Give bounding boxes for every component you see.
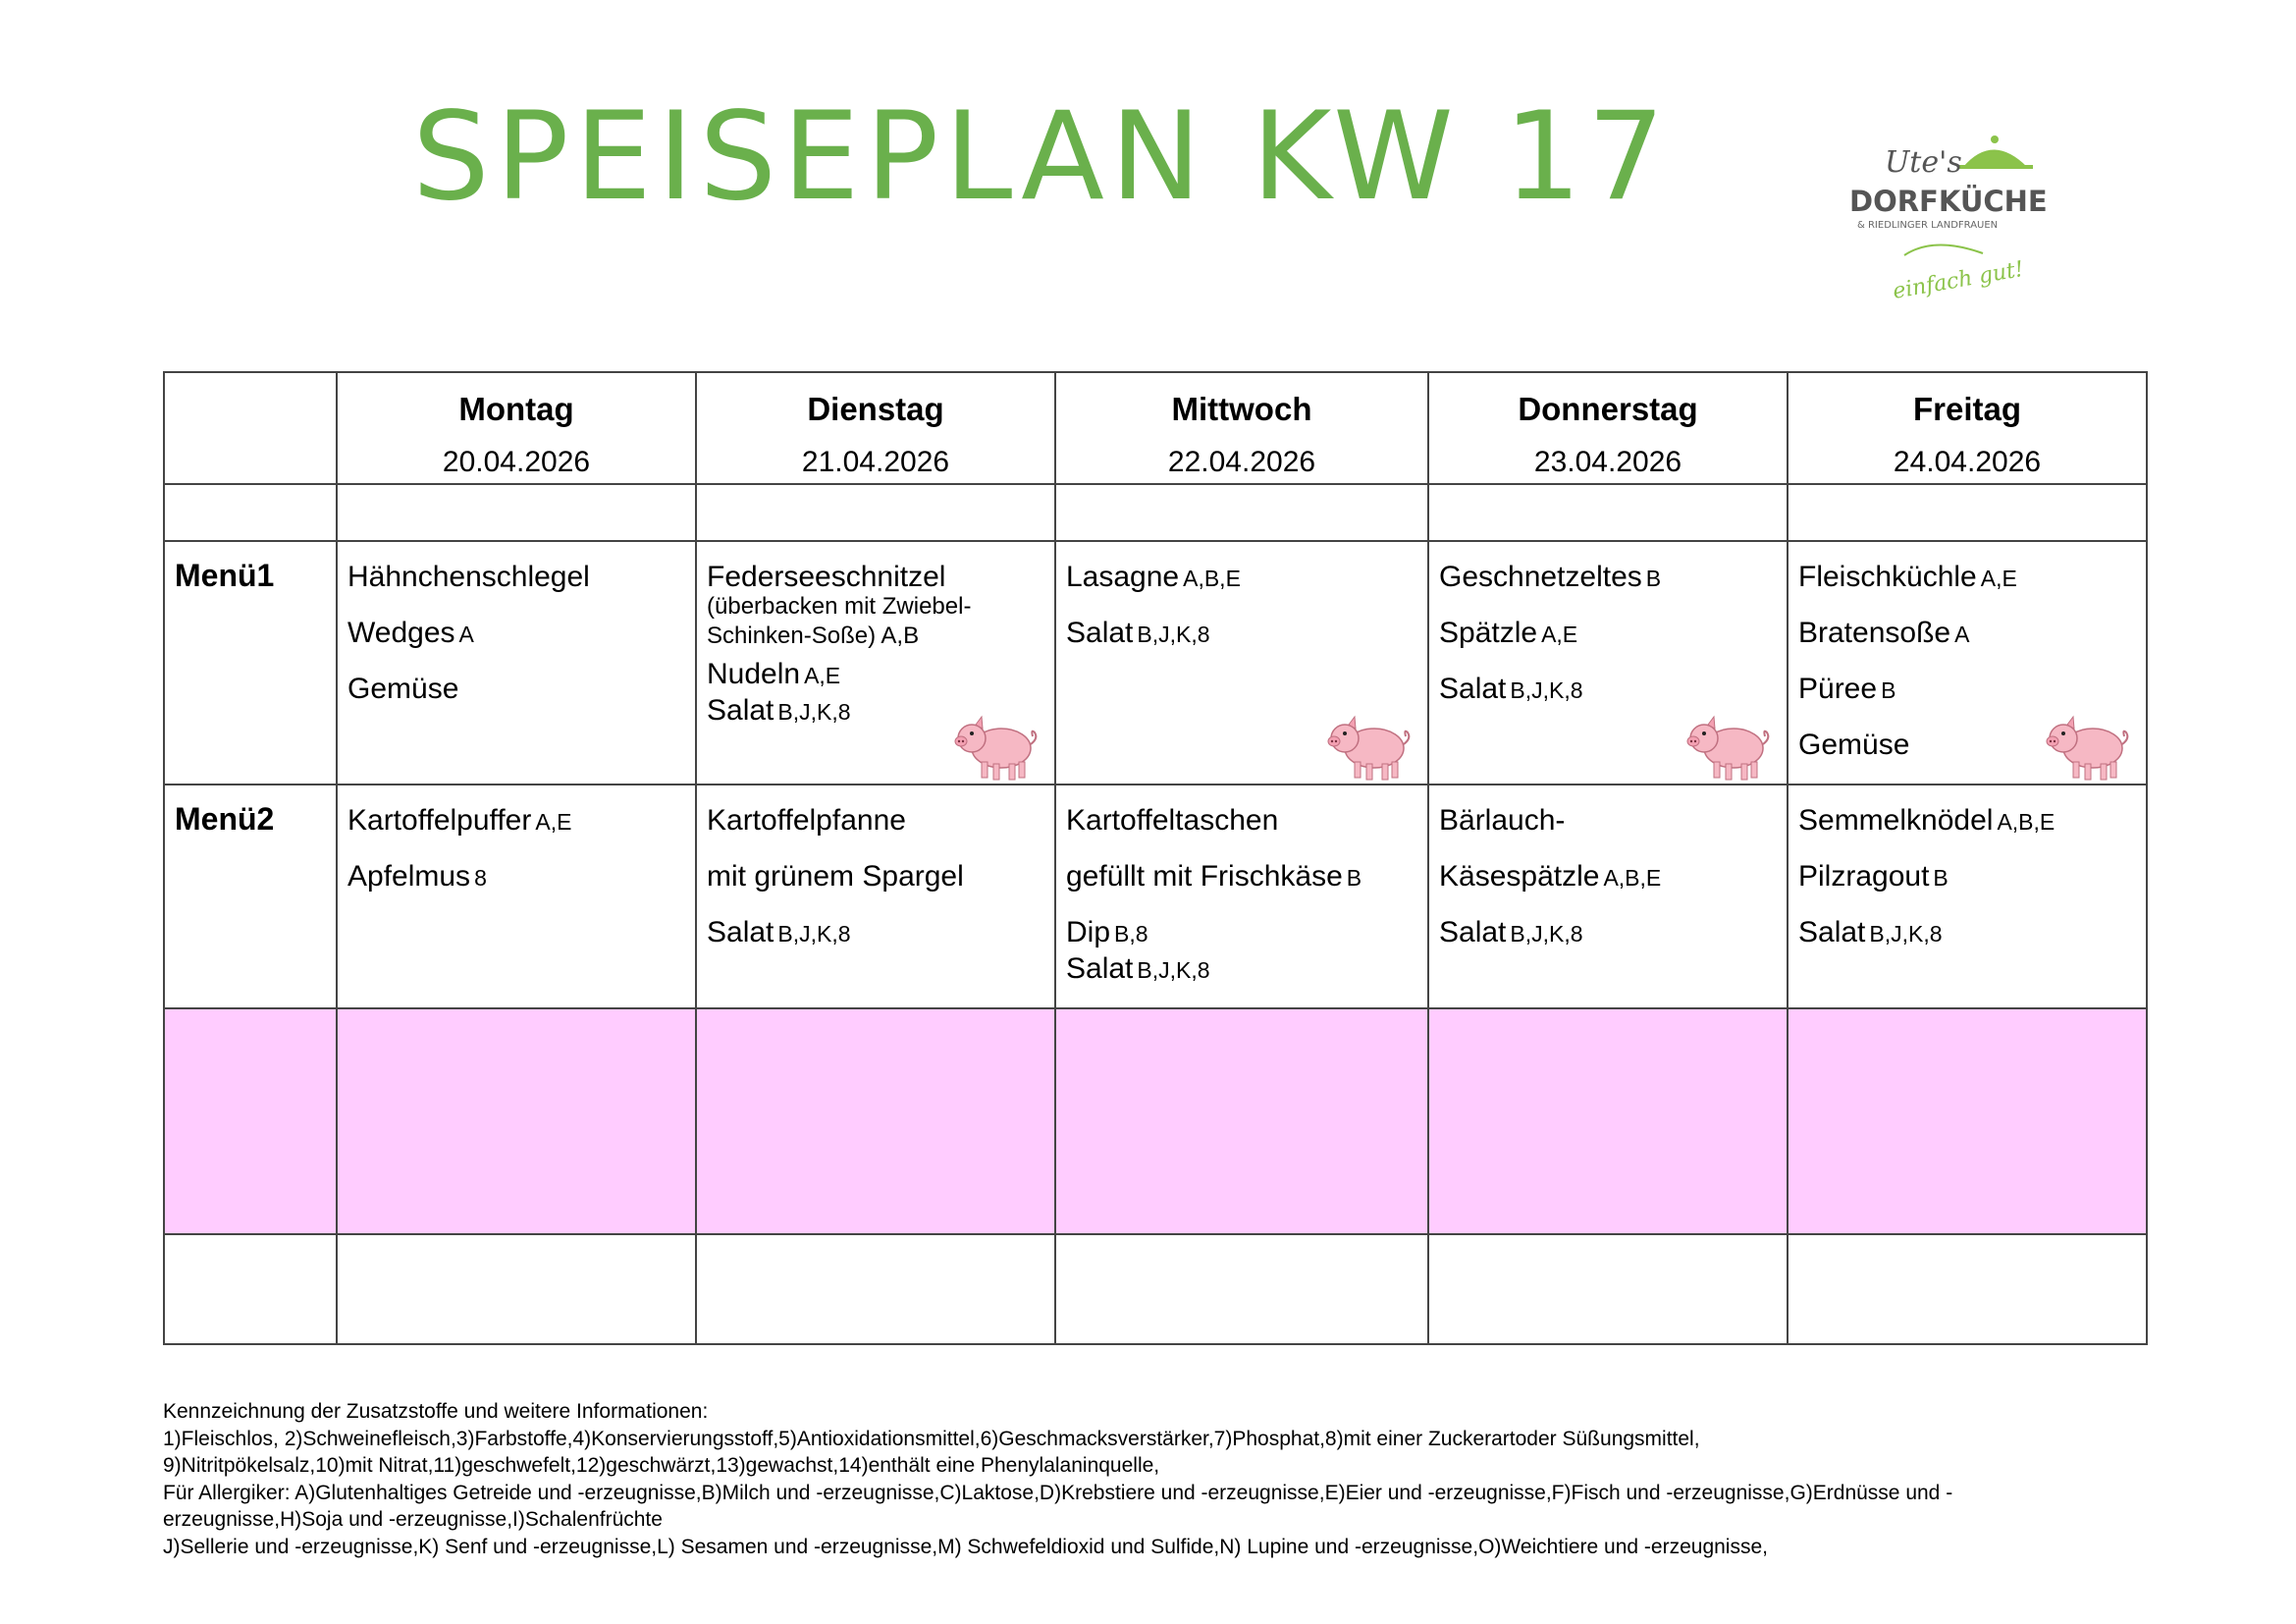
dish-name: Salat — [707, 916, 774, 948]
empty-row — [164, 484, 2147, 541]
dish-name: Salat — [1439, 673, 1507, 705]
dish-name: Hähnchenschlegel — [347, 561, 590, 593]
allergen-codes: A — [458, 622, 474, 647]
corner-cell — [164, 372, 337, 484]
row-label-cell — [164, 541, 337, 785]
dish-name: Wedges — [347, 617, 455, 649]
dish-line — [1439, 672, 1787, 708]
day-header-cell — [696, 372, 1055, 484]
logo-sub-text: & RIEDLINGER LANDFRAUEN — [1857, 220, 1999, 231]
dish-line — [347, 672, 695, 708]
meal-cell — [1429, 785, 1787, 1007]
allergen-codes: B,J,K,8 — [1510, 677, 1583, 703]
dish-name: Salat — [1066, 952, 1134, 985]
allergen-codes: B,J,K,8 — [1510, 921, 1583, 947]
footer-line: 1)Fleischlos, 2)Schweinefleisch,3)Farbstoffe,4)Konservierungsstoff,5)Antioxidationsmittel,6)Geschmacksverstärker,7)Phosphat,8)mit einer Zuckerartoder Süßungsmittel, — [163, 1427, 1700, 1450]
allergen-codes: B — [1346, 865, 1362, 891]
dish-line — [707, 803, 1054, 839]
dish-line — [1066, 859, 1427, 895]
dish-name: Gemüse — [347, 673, 459, 705]
allergen-codes: A,B,E — [1997, 809, 2056, 835]
allergen-codes: A,E — [804, 663, 841, 688]
allergen-codes: A,E — [1980, 566, 2017, 591]
dish-name: Spätzle — [1439, 617, 1538, 649]
dish-line — [1439, 859, 1787, 895]
day-name: Donnerstag — [1518, 391, 1698, 427]
dish-name: Nudeln — [707, 658, 801, 690]
allergen-codes: B,J,K,8 — [1137, 957, 1210, 983]
menu2-label: Menü2 — [175, 801, 275, 837]
pig-icon — [1325, 709, 1414, 784]
allergen-codes: A,B,E — [1183, 566, 1241, 591]
day-header-cell — [1788, 372, 2147, 484]
allergen-codes: B,J,K,8 — [1869, 921, 1943, 947]
pig-icon — [952, 709, 1041, 784]
menu1-label: Menü1 — [175, 558, 275, 593]
footer-line: J)Sellerie und -erzeugnisse,K) Senf und -erzeugnisse,L) Sesamen und -erzeugnisse,M) Schwefeldioxid und Sulfide,N) Lupine und -erzeugnisse,O)Weichtiere und -erzeugnisse, — [163, 1535, 1768, 1558]
dish-line — [1439, 560, 1787, 596]
row-label-cell — [164, 785, 337, 1008]
cloche-icon — [1963, 150, 2027, 168]
meal-cell — [1056, 542, 1427, 784]
dish-line — [347, 616, 695, 652]
empty-row — [164, 1234, 2147, 1344]
allergen-codes: B — [1645, 566, 1662, 591]
dish-line — [1798, 915, 2146, 951]
day-header-cell — [1428, 372, 1788, 484]
dish-name: Geschnetzeltes — [1439, 561, 1642, 593]
highlight-row — [164, 1008, 2147, 1234]
menu1-row — [164, 541, 2147, 785]
day-date: 20.04.2026 — [442, 446, 591, 478]
dish-name: Salat — [1439, 916, 1507, 948]
day-name: Dienstag — [807, 391, 944, 427]
dish-name: Fleischküchle — [1798, 561, 1977, 593]
dish-name: Semmelknödel — [1798, 804, 1994, 837]
dish-name: Kartoffelpuffer — [347, 804, 532, 837]
dish-name: Kartoffelpfanne — [707, 804, 906, 837]
allergen-codes: A,E — [535, 809, 572, 835]
dish-line — [1066, 915, 1427, 951]
menu-table — [163, 371, 2148, 1345]
footer-line: Kennzeichnung der Zusatzstoffe und weitere Informationen: — [163, 1400, 709, 1423]
dish-line — [707, 859, 1054, 895]
meal-cell — [697, 785, 1054, 1007]
menu2-row — [164, 785, 2147, 1008]
dish-name: Salat — [1798, 916, 1866, 948]
dish-line — [1439, 915, 1787, 951]
day-date: 24.04.2026 — [1893, 446, 2042, 478]
dish-name: Kartoffeltaschen — [1066, 804, 1279, 837]
day-name: Mittwoch — [1171, 391, 1312, 427]
dish-line — [707, 657, 1054, 693]
dish-line — [1066, 560, 1427, 596]
day-date: 23.04.2026 — [1533, 446, 1682, 478]
dish-name: gefüllt mit Frischkäse — [1066, 860, 1343, 893]
allergen-codes: B,J,K,8 — [777, 921, 851, 947]
footer-line: erzeugnisse,H)Soja und -erzeugnisse,I)Schalenfrüchte — [163, 1508, 663, 1531]
pig-icon — [1684, 709, 1773, 784]
dish-name: Pilzragout — [1798, 860, 1930, 893]
allergen-codes: 8 — [474, 865, 487, 891]
dorfkueche-logo — [1845, 128, 2061, 324]
meal-cell — [338, 785, 695, 1007]
header-row — [164, 372, 2147, 484]
dish-name: Püree — [1798, 673, 1878, 705]
allergen-codes: B — [1933, 865, 1949, 891]
dish-name: Salat — [1066, 617, 1134, 649]
page-title: SPEISEPLAN KW 17 — [412, 86, 1671, 228]
dish-name: Apfelmus — [347, 860, 471, 893]
allergen-footer — [163, 1398, 2156, 1560]
dish-line — [1439, 803, 1787, 839]
logo-tagline-text: einfach gut! — [1891, 256, 2026, 304]
dish-line — [1066, 951, 1427, 988]
footer-line: 9)Nitritpökelsalz,10)mit Nitrat,11)geschwefelt,12)geschwärzt,13)gewachst,14)enthält eine Phenylalaninquelle, — [163, 1454, 1160, 1477]
meal-cell — [1789, 542, 2146, 784]
dish-name: Federseeschnitzel — [707, 561, 946, 593]
dish-line — [1439, 616, 1787, 652]
meal-cell — [1789, 785, 2146, 1007]
pig-icon — [2044, 709, 2132, 784]
dish-line — [1066, 616, 1427, 652]
dish-line — [707, 560, 1054, 596]
day-date: 22.04.2026 — [1167, 446, 1316, 478]
allergen-codes: B,J,K,8 — [1137, 622, 1210, 647]
allergen-codes: B,J,K,8 — [777, 699, 851, 725]
dish-name: Dip — [1066, 916, 1111, 948]
dish-line — [1798, 616, 2146, 652]
meal-cell — [697, 542, 1054, 784]
dish-line — [1798, 803, 2146, 839]
dish-name: Lasagne — [1066, 561, 1180, 593]
footer-line: Für Allergiker: A)Glutenhaltiges Getreide und -erzeugnisse,B)Milch und -erzeugnisse,C)Laktose,D)Krebstiere und -erzeugnisse,E)Eier und -erzeugnisse,F)Fisch und -erzeugnisse,G)Erdnüsse und - — [163, 1481, 1953, 1504]
day-date: 21.04.2026 — [801, 446, 950, 478]
meal-cell — [1429, 542, 1787, 784]
dish-line — [347, 560, 695, 596]
dish-name: Gemüse — [1798, 729, 1910, 761]
dish-name: Käsespätzle — [1439, 860, 1600, 893]
dish-line — [1798, 672, 2146, 708]
day-header-cell — [1055, 372, 1428, 484]
dish-name: mit grünem Spargel — [707, 860, 964, 893]
logo-top-text: Ute's — [1885, 145, 1962, 180]
dish-note: (überbacken mit Zwiebel-Schinken-Soße) A,B — [707, 593, 972, 649]
day-name: Montag — [458, 391, 574, 427]
allergen-codes: B — [1881, 677, 1896, 703]
logo-name-text: DORFKÜCHE — [1849, 185, 2048, 218]
allergen-codes: A — [1954, 622, 1970, 647]
dish-line — [347, 859, 695, 895]
day-header-cell — [337, 372, 696, 484]
allergen-codes: A,E — [1541, 622, 1578, 647]
dish-name: Bratensoße — [1798, 617, 1951, 649]
allergen-codes: B,8 — [1114, 921, 1148, 947]
meal-cell — [338, 542, 695, 784]
dish-line — [707, 915, 1054, 951]
dish-line — [1066, 803, 1427, 839]
dish-line — [1798, 859, 2146, 895]
day-name: Freitag — [1912, 391, 2022, 427]
dish-line — [1798, 560, 2146, 596]
dish-line — [347, 803, 695, 839]
meal-cell — [1056, 785, 1427, 1007]
allergen-codes: A,B,E — [1603, 865, 1662, 891]
dish-name: Salat — [707, 694, 774, 727]
dish-name: Bärlauch- — [1439, 804, 1566, 837]
